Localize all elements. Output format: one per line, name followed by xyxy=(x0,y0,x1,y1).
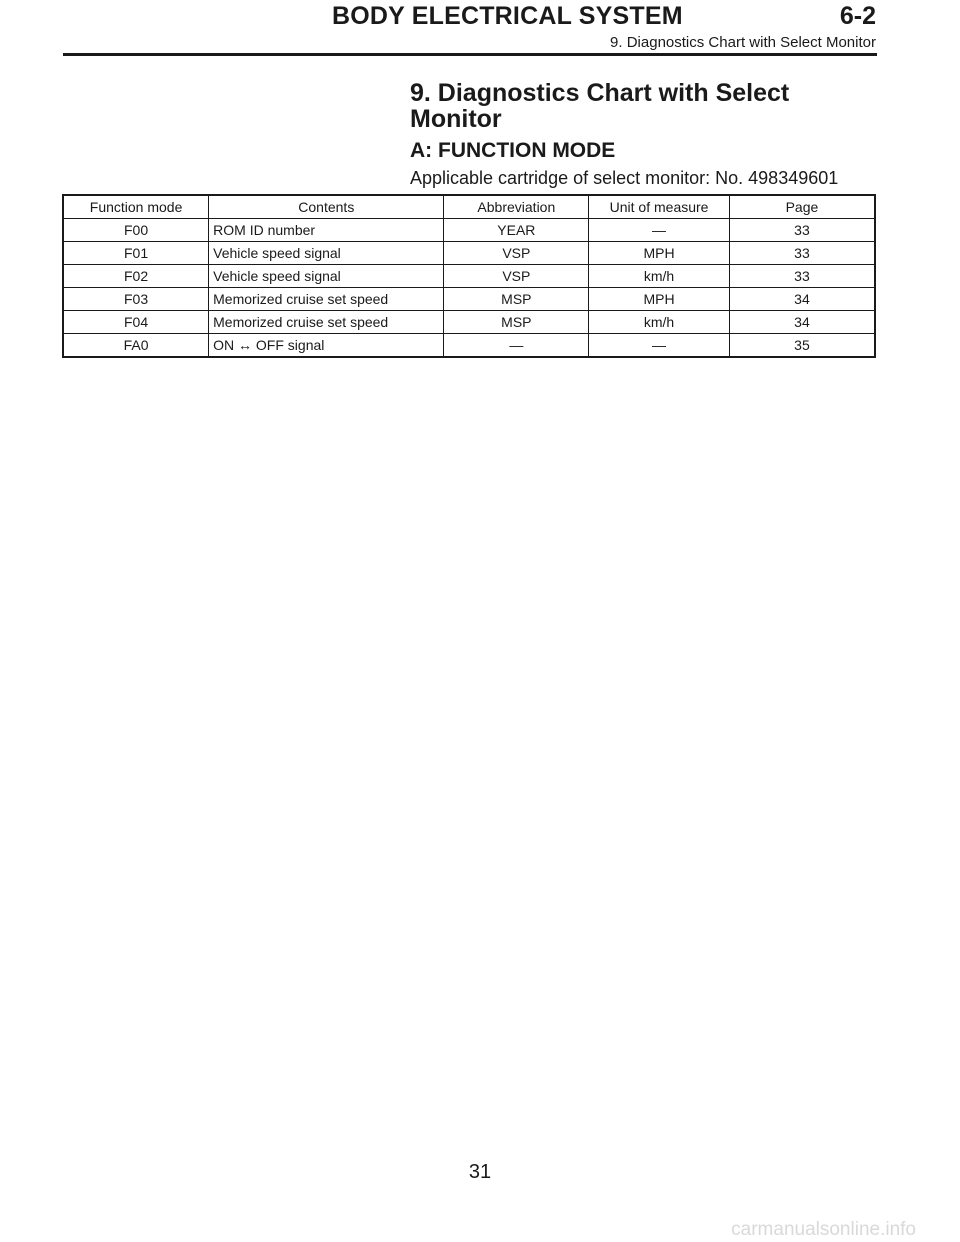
watermark-text: carmanualsonline.info xyxy=(731,1219,916,1240)
contents-cell: ROM ID number xyxy=(209,219,444,242)
abbreviation-cell: MSP xyxy=(444,288,589,311)
function-mode-cell: FA0 xyxy=(63,334,209,358)
unit-cell: MPH xyxy=(589,288,730,311)
unit-cell: — xyxy=(589,219,730,242)
abbreviation-cell: MSP xyxy=(444,311,589,334)
abbreviation-cell: YEAR xyxy=(444,219,589,242)
unit-cell: km/h xyxy=(589,311,730,334)
page-cell: 34 xyxy=(729,311,875,334)
header-divider xyxy=(63,53,877,56)
column-header-contents: Contents xyxy=(209,195,444,219)
table-row xyxy=(63,265,875,288)
abbreviation-cell: VSP xyxy=(444,265,589,288)
contents-cell: Vehicle speed signal xyxy=(209,265,444,288)
abbreviation-cell: — xyxy=(444,334,589,358)
function-mode-cell: F02 xyxy=(63,265,209,288)
table-row xyxy=(63,311,875,334)
contents-cell: ON ↔ OFF signal xyxy=(209,334,444,358)
contents-cell: Memorized cruise set speed xyxy=(209,288,444,311)
table-header-row xyxy=(63,195,875,219)
column-header-unit: Unit of measure xyxy=(589,195,730,219)
contents-cell: Vehicle speed signal xyxy=(209,242,444,265)
cartridge-note: Applicable cartridge of select monitor: No. 498349601 xyxy=(410,168,839,188)
table-row xyxy=(63,288,875,311)
abbreviation-cell: VSP xyxy=(444,242,589,265)
page-number: 31 xyxy=(468,1161,492,1183)
page-cell: 35 xyxy=(729,334,875,358)
column-header-function-mode: Function mode xyxy=(63,195,209,219)
unit-cell: km/h xyxy=(589,265,730,288)
table-row xyxy=(63,242,875,265)
table-row xyxy=(63,334,875,358)
function-mode-cell: F03 xyxy=(63,288,209,311)
column-header-page: Page xyxy=(729,195,875,219)
function-mode-heading: A: FUNCTION MODE xyxy=(410,139,616,162)
page-cell: 33 xyxy=(729,242,875,265)
page-cell: 34 xyxy=(729,288,875,311)
function-mode-cell: F01 xyxy=(63,242,209,265)
table-row xyxy=(63,219,875,242)
function-mode-cell: F04 xyxy=(63,311,209,334)
header-subtitle: 9. Diagnostics Chart with Select Monitor xyxy=(610,34,876,51)
section-title-line-2: Monitor xyxy=(410,105,502,133)
column-header-abbreviation: Abbreviation xyxy=(444,195,589,219)
header-section-code: 6-2 xyxy=(839,2,876,30)
contents-cell: Memorized cruise set speed xyxy=(209,311,444,334)
header-title: BODY ELECTRICAL SYSTEM xyxy=(332,2,683,30)
page-cell: 33 xyxy=(729,219,875,242)
function-mode-table xyxy=(62,194,876,358)
page-cell: 33 xyxy=(729,265,875,288)
unit-cell: — xyxy=(589,334,730,358)
section-title xyxy=(410,80,789,132)
unit-cell: MPH xyxy=(589,242,730,265)
function-mode-cell: F00 xyxy=(63,219,209,242)
section-title-line-1: 9. Diagnostics Chart with Select xyxy=(410,79,790,107)
